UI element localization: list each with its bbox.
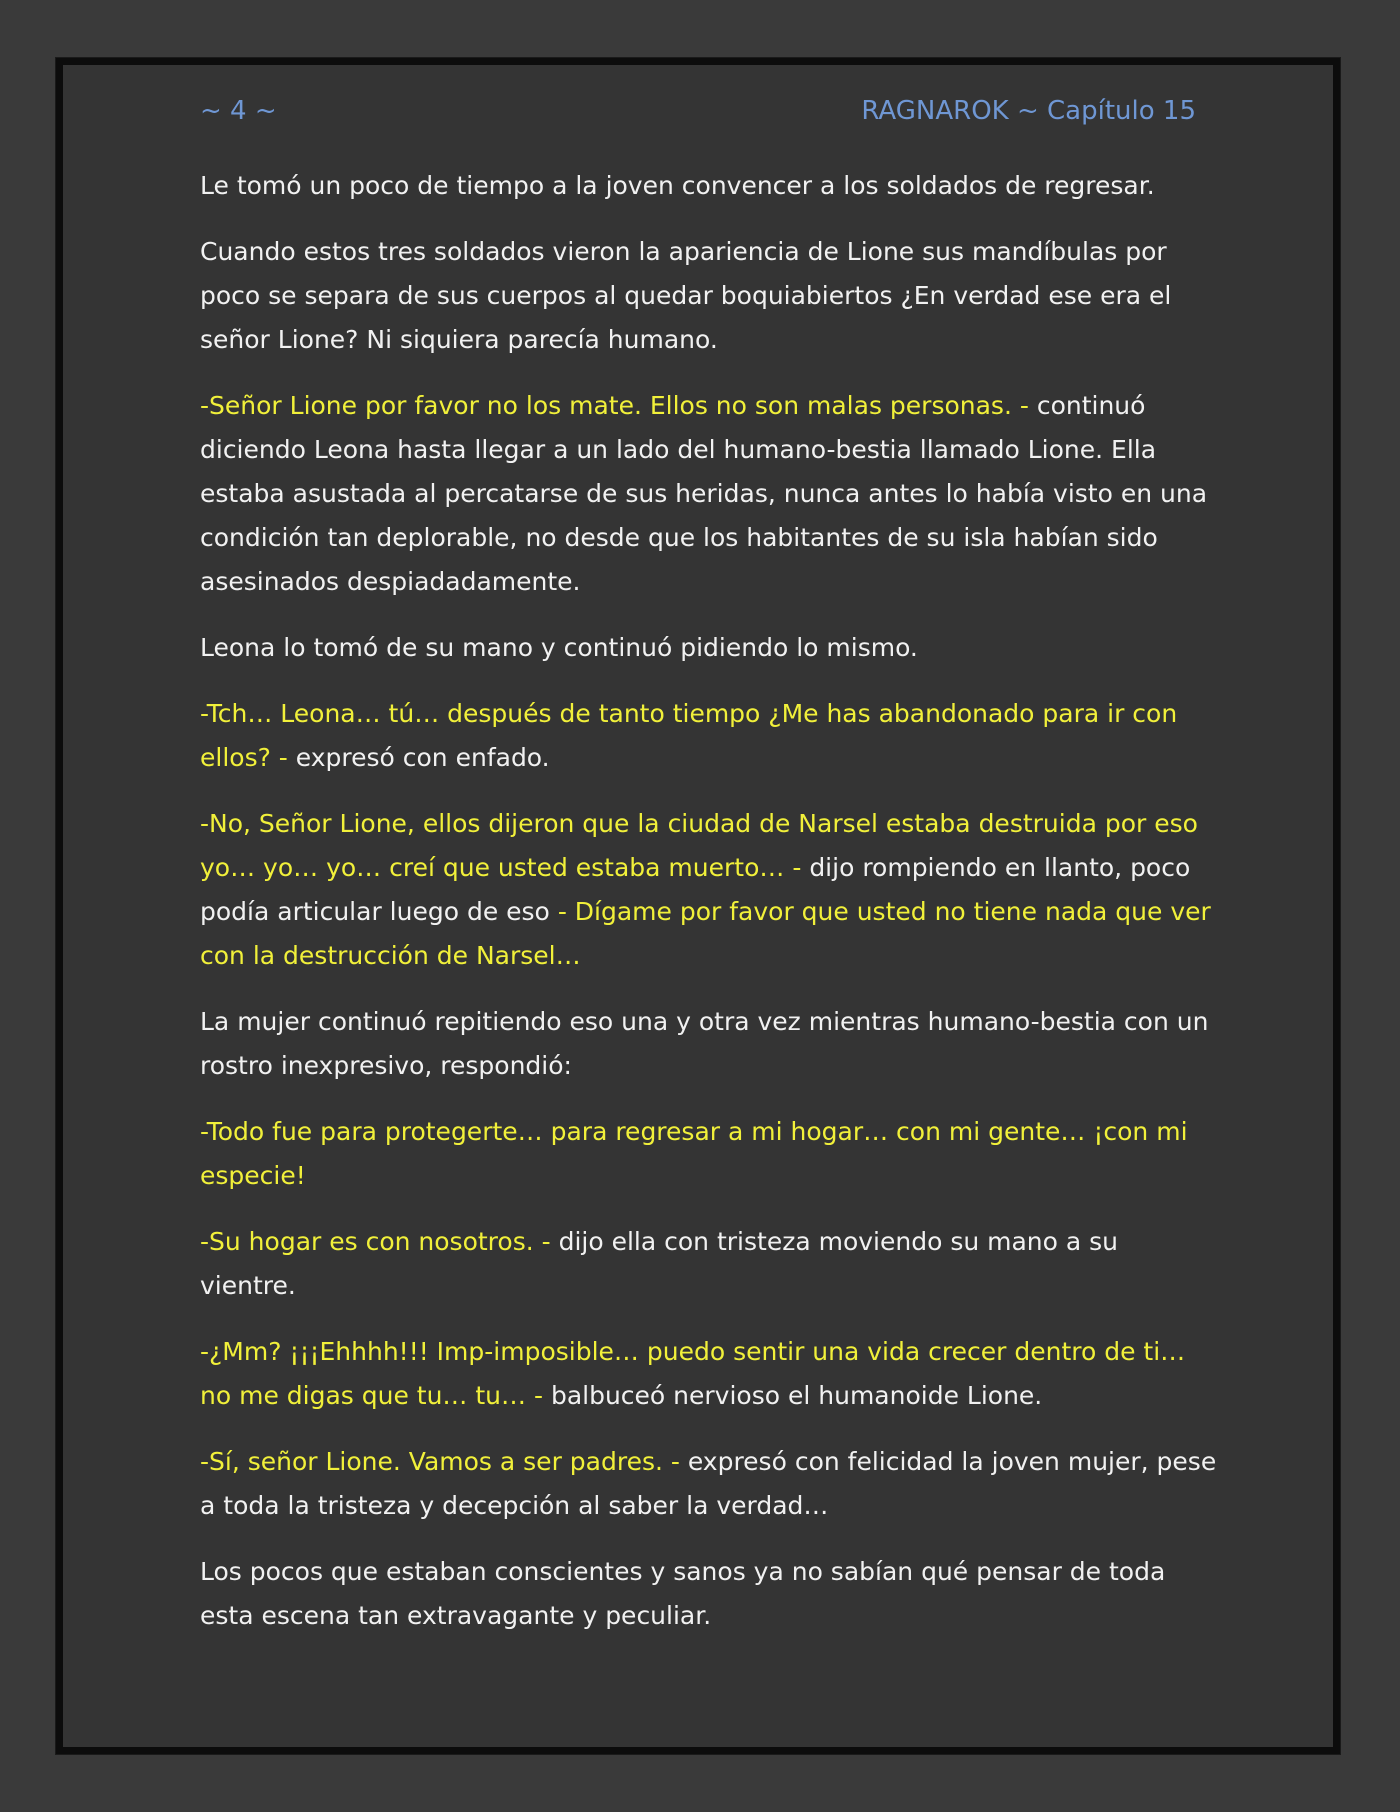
page-number: ~ 4 ~ [200,96,277,126]
narration-text: La mujer continuó repitiendo eso una y otra vez mientras humano-bestia con un rostro inexpresivo, respondió: [200,1007,1209,1080]
paragraph [200,230,1220,362]
paragraph [200,1000,1220,1088]
narration-text: Cuando estos tres soldados vieron la apariencia de Lione sus mandíbulas por poco se separa de sus cuerpos al quedar boquiabiertos ¿En verdad ese era el señor Lione? Ni siquiera parecía humano. [200,237,1172,354]
paragraph [200,164,1220,208]
dialogue-text: -No, Señor Lione, ellos dijeron que la ciudad de Narsel estaba destruida por eso yo… yo… yo… creí que usted estaba muerto… - [200,809,1198,882]
dialogue-text: - Dígame por favor que usted no tiene nada que ver con la destrucción de Narsel… [200,897,1211,970]
paragraph [200,384,1220,604]
narration-text: balbuceó nervioso el humanoide Lione. [550,1381,1043,1410]
paragraph [200,1220,1220,1308]
narration-text: Leona lo tomó de su mano y continuó pidiendo lo mismo. [200,633,918,662]
paragraph [200,802,1220,978]
dialogue-text: -Señor Lione por favor no los mate. Ellos no son malas personas. - [200,391,1037,420]
dialogue-text: -Su hogar es con nosotros. - [200,1227,559,1256]
dialogue-text: -Sí, señor Lione. Vamos a ser padres. - [200,1447,688,1476]
chapter-body [200,164,1220,1660]
paragraph [200,1110,1220,1198]
paragraph [200,1550,1220,1638]
narration-text: continuó diciendo Leona hasta llegar a un lado del humano-bestia llamado Lione. Ella estaba asustada al percatarse de sus heridas, nunca antes lo había visto en una condición tan deplorable, no desde que los habitantes de su isla habían sido asesinados despiadadamente. [200,391,1208,596]
narration-text: expresó con enfado. [295,743,550,772]
dialogue-text: -Tch… Leona… tú… después de tanto tiempo ¿Me has abandonado para ir con ellos? - [200,699,1178,772]
book-page [56,58,1340,1754]
paragraph [200,692,1220,780]
narration-text: dijo rompiendo en llanto, poco podía articular luego de eso [200,853,1191,926]
narration-text: expresó con felicidad la joven mujer, pese a toda la tristeza y decepción al saber la verdad… [200,1447,1217,1520]
narration-text: Le tomó un poco de tiempo a la joven convencer a los soldados de regresar. [200,171,1155,200]
chapter-title: RAGNAROK ~ Capítulo 15 [861,96,1196,126]
paragraph [200,626,1220,670]
paragraph [200,1330,1220,1418]
narration-text: Los pocos que estaban conscientes y sanos ya no sabían qué pensar de toda esta escena tan extravagante y peculiar. [200,1557,1166,1630]
dialogue-text: -¿Mm? ¡¡¡Ehhhh!!! Imp-imposible… puedo sentir una vida crecer dentro de ti… no me digas que tu… tu… - [200,1337,1186,1410]
paragraph [200,1440,1220,1528]
dialogue-text: -Todo fue para protegerte… para regresar a mi hogar… con mi gente… ¡con mi especie! [200,1117,1188,1190]
narration-text: dijo ella con tristeza moviendo su mano a su vientre. [200,1227,1119,1300]
page-header [200,91,1196,131]
